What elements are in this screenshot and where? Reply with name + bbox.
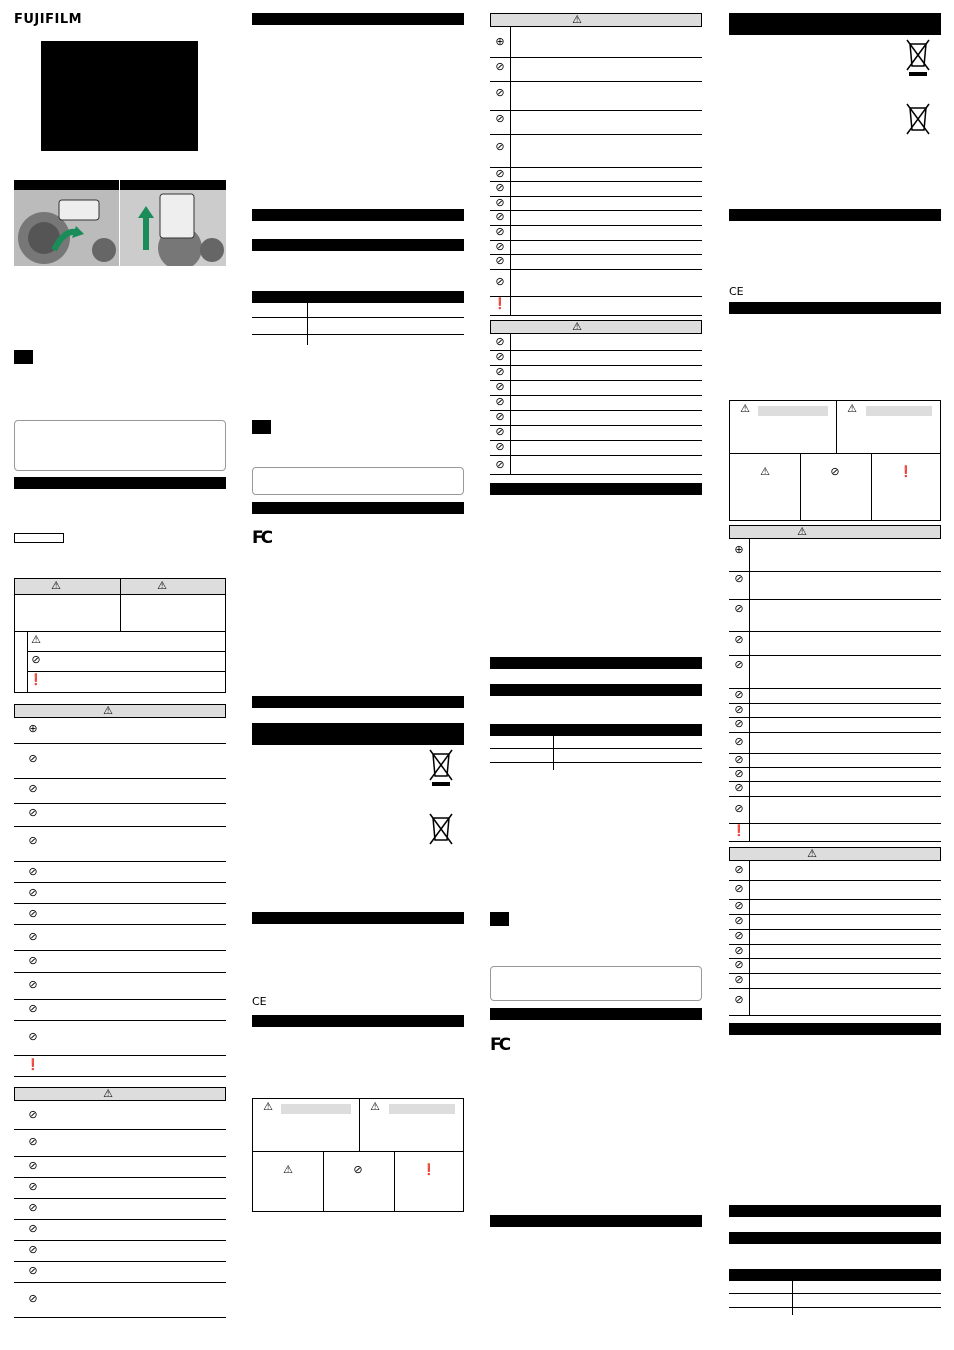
prohibited-icon: ⊘ [31, 654, 41, 666]
mandatory-icon: ❗ [29, 674, 43, 686]
column-4 [729, 0, 941, 1350]
prohibited-icon: ⊘ [734, 718, 744, 730]
warning-icon: ⚠ [263, 1101, 273, 1113]
section-bar [252, 502, 464, 514]
prohibited-icon: ⊘ [28, 1109, 38, 1121]
section-bar [252, 13, 464, 25]
fcc-logo: FC [490, 1035, 509, 1055]
prohibited-icon: ⊘ [495, 182, 505, 194]
warning-icon: ⚠ [572, 321, 582, 333]
weee-bin-icon [905, 38, 931, 78]
warning-icon: ⚠ [740, 403, 750, 415]
prohibited-icon: ⊘ [734, 864, 744, 876]
prohibited-icon: ⊘ [28, 1181, 38, 1193]
prohibited-icon: ⊘ [495, 396, 505, 408]
section-bar [729, 1232, 941, 1244]
prohibited-icon: ⊘ [495, 211, 505, 223]
prohibited-icon: ⊘ [734, 768, 744, 780]
prohibited-icon: ⊘ [495, 366, 505, 378]
legend-table [14, 578, 226, 693]
prohibited-icon: ⊘ [734, 959, 744, 971]
warning-icon: ⚠ [103, 705, 113, 717]
prohibited-icon: ⊘ [28, 931, 38, 943]
prohibited-icon: ⊘ [28, 955, 38, 967]
prohibited-icon: ⊘ [734, 883, 744, 895]
caution-header [490, 320, 702, 334]
column-2 [252, 0, 464, 1350]
touch-prohibited-icon: ⊘ [28, 807, 38, 819]
note-box [490, 966, 702, 1001]
warning-icon: ⚠ [51, 580, 61, 592]
weee-bin-icon [428, 812, 454, 852]
warning-icon: ⚠ [847, 403, 857, 415]
prohibited-icon: ⊘ [28, 1031, 38, 1043]
note-box [14, 420, 226, 471]
prohibited-icon: ⊘ [28, 1265, 38, 1277]
prohibited-icon: ⊘ [28, 1160, 38, 1172]
wet-hands-prohibited-icon: ⊘ [734, 659, 744, 671]
note-square [252, 420, 271, 434]
warning-icon: ⚠ [760, 466, 770, 478]
warning-icon: ⚠ [572, 14, 582, 26]
note-box [252, 467, 464, 495]
mandatory-icon: ❗ [899, 466, 913, 478]
ce-mark: CE [729, 285, 744, 298]
section-bar [490, 657, 702, 669]
prohibited-icon: ⊘ [495, 411, 505, 423]
section-bar [490, 483, 702, 495]
touch-prohibited-icon: ⊘ [495, 113, 505, 125]
mandatory-icon: ❗ [26, 1059, 40, 1071]
legend-table [729, 400, 941, 521]
prohibited-icon: ⊘ [495, 197, 505, 209]
section-bar [490, 1008, 702, 1020]
warning-header [729, 525, 941, 539]
water-prohibited-icon: ⊘ [734, 573, 744, 585]
warning-icon: ⚠ [31, 634, 41, 646]
ce-mark: CE [252, 995, 267, 1008]
prohibited-icon: ⊘ [495, 241, 505, 253]
prohibited-icon: ⊘ [495, 351, 505, 363]
section-bar [252, 723, 464, 745]
prohibited-icon: ⊘ [28, 908, 38, 920]
section-bar [729, 1023, 941, 1035]
disassembly-prohibited-icon: ⊘ [734, 603, 744, 615]
note-square [490, 912, 509, 926]
prohibited-icon: ⊘ [28, 1223, 38, 1235]
weee-bin-icon [905, 102, 931, 142]
prohibited-icon: ⊘ [495, 336, 505, 348]
prohibited-icon: ⊘ [734, 974, 744, 986]
section-bar [729, 209, 941, 221]
prohibited-icon: ⊘ [28, 887, 38, 899]
section-bar [729, 13, 941, 35]
legend-table [252, 1098, 464, 1212]
prohibited-icon: ⊘ [734, 704, 744, 716]
note-square [14, 350, 33, 364]
prohibited-icon: ⊘ [734, 803, 744, 815]
section-bar [252, 209, 464, 221]
section-bar [14, 477, 226, 489]
fcc-logo: FC [252, 528, 271, 548]
prohibited-icon: ⊘ [495, 276, 505, 288]
wet-hands-prohibited-icon: ⊘ [28, 835, 38, 847]
section-bar [252, 1015, 464, 1027]
warning-header [14, 704, 226, 718]
caution-header [729, 847, 941, 861]
spec-table-header [490, 724, 702, 736]
section-bar [252, 912, 464, 924]
prohibited-icon: ⊘ [734, 689, 744, 701]
disassembly-prohibited-icon: ⊘ [495, 87, 505, 99]
prohibited-icon: ⊘ [734, 915, 744, 927]
water-prohibited-icon: ⊘ [28, 753, 38, 765]
unplug-icon: ⊕ [495, 36, 505, 48]
water-prohibited-icon: ⊘ [495, 61, 505, 73]
prohibited-icon: ⊘ [734, 754, 744, 766]
prohibited-icon: ⊘ [495, 426, 505, 438]
illustration-strip [14, 180, 226, 266]
prohibited-icon: ⊘ [495, 381, 505, 393]
prohibited-icon: ⊘ [734, 900, 744, 912]
prohibited-icon: ⊘ [28, 1003, 38, 1015]
warning-icon: ⚠ [157, 580, 167, 592]
warning-header [490, 13, 702, 27]
caution-header [14, 1087, 226, 1101]
spec-table-header [252, 291, 464, 303]
disassembly-prohibited-icon: ⊘ [28, 783, 38, 795]
section-bar [490, 684, 702, 696]
column-1 [14, 0, 226, 1350]
mandatory-icon: ❗ [422, 1164, 436, 1176]
wet-hands-prohibited-icon: ⊘ [495, 141, 505, 153]
warning-icon: ⚠ [283, 1164, 293, 1176]
weee-bin-icon [428, 748, 454, 788]
section-bar [252, 696, 464, 708]
prohibited-icon: ⊘ [734, 930, 744, 942]
prohibited-icon: ⊘ [734, 945, 744, 957]
unplug-icon: ⊕ [28, 723, 38, 735]
prohibited-icon: ⊘ [734, 782, 744, 794]
section-bar [490, 1215, 702, 1227]
warning-icon: ⚠ [103, 1088, 113, 1100]
warning-icon: ⚠ [797, 526, 807, 538]
warning-icon: ⚠ [370, 1101, 380, 1113]
prohibited-icon: ⊘ [28, 1293, 38, 1305]
mandatory-icon: ❗ [732, 825, 746, 837]
prohibited-icon: ⊘ [28, 1202, 38, 1214]
prohibited-icon: ⊘ [830, 466, 840, 478]
section-bar [729, 1205, 941, 1217]
camera-illustration-right [120, 190, 226, 266]
cover-black-block [41, 41, 198, 151]
prohibited-icon: ⊘ [28, 979, 38, 991]
prohibited-icon: ⊘ [353, 1164, 363, 1176]
section-bar [252, 239, 464, 251]
unplug-icon: ⊕ [734, 544, 744, 556]
prohibited-icon: ⊘ [495, 441, 505, 453]
column-3 [490, 0, 702, 1350]
prohibited-icon: ⊘ [495, 168, 505, 180]
mandatory-icon: ❗ [493, 298, 507, 310]
warning-icon: ⚠ [807, 848, 817, 860]
label-box [14, 533, 64, 543]
section-bar [729, 302, 941, 314]
spec-table-header [729, 1269, 941, 1281]
prohibited-icon: ⊘ [28, 1244, 38, 1256]
prohibited-icon: ⊘ [495, 255, 505, 267]
prohibited-icon: ⊘ [495, 459, 505, 471]
prohibited-icon: ⊘ [495, 226, 505, 238]
brand-logo: FUJIFILM [14, 12, 83, 27]
touch-prohibited-icon: ⊘ [734, 634, 744, 646]
prohibited-icon: ⊘ [734, 736, 744, 748]
prohibited-icon: ⊘ [28, 866, 38, 878]
prohibited-icon: ⊘ [28, 1136, 38, 1148]
camera-illustration-left [14, 190, 119, 266]
prohibited-icon: ⊘ [734, 994, 744, 1006]
